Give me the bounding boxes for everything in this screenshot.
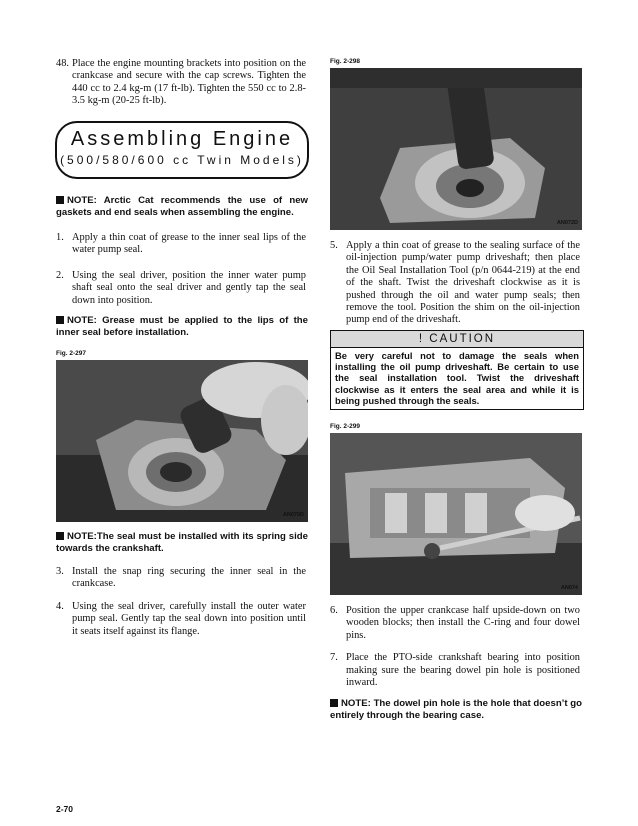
engine-seal-driver-image <box>56 360 308 522</box>
step-3 <box>56 566 306 591</box>
step-number: 7. <box>330 652 338 664</box>
step-2 <box>56 270 306 307</box>
fig-2-299-label: Fig. 2-299 <box>330 423 360 430</box>
note-bullet-icon <box>330 699 338 707</box>
step-number: 3. <box>56 566 64 577</box>
right-column-step-5 <box>330 240 580 327</box>
note-bullet-icon <box>56 196 64 204</box>
step-text: Apply a thin coat of grease to the sealing surface of the oil-injection pump/water pump driveshaft; then place the Oil Seal Installation Tool (p/n 0644-219) at the end of the shaft. Twist the driveshaft clockwise as it is pushed through the oil and water pump seals; then remove the tool. Position the shim on the oil-injection pump end of the driveshaft. <box>346 240 580 326</box>
step-text: Install the snap ring securing the inner seal in the crankcase. <box>72 566 306 590</box>
caution-header: ! CAUTION <box>331 331 583 348</box>
note-bullet-icon <box>56 316 64 324</box>
left-column <box>56 58 306 108</box>
step-number: 2. <box>56 269 64 281</box>
step-text: Using the seal driver, position the inner water pump shaft seal onto the seal driver and gently tap the seal down into position. <box>72 269 306 306</box>
driveshaft-seal-tool-image <box>330 68 582 230</box>
fig-2-297-photo <box>56 360 308 522</box>
fig-2-298-code: AN072D <box>556 220 578 226</box>
crankcase-bearing-image <box>330 433 582 595</box>
step-number: 4. <box>56 600 64 612</box>
note-bullet-icon <box>56 532 64 540</box>
fig-2-298-label: Fig. 2-298 <box>330 58 360 65</box>
step-text: Position the upper crankcase half upside-down on two wooden blocks; then install the C-ring and four dowel pins. <box>346 605 580 641</box>
step-number: 1. <box>56 232 64 243</box>
left-column-steps-1-2 <box>56 232 306 307</box>
fig-2-299-photo <box>330 433 582 595</box>
step-text: Place the engine mounting brackets into position on the crankcase and secure with the cap screws. Tighten the 440 cc to 2.4 kg-m (17 ft-lb). Tighten the 550 cc to 2.8-3.5 kg-m (20-25 ft-lb). <box>72 58 306 107</box>
caution-text: Be very careful not to damage the seals when installing the oil pump driveshaft. Be certain to use the seal installation tool. Twist the driveshaft clockwise as it enters the seal area and while it is being pushed through the seals. <box>335 350 579 406</box>
step-number: 6. <box>330 605 338 616</box>
section-subtitle: (500/580/600 cc Twin Models) <box>60 153 304 167</box>
step-number: 5. <box>330 240 338 251</box>
right-column-steps-6-7 <box>330 605 580 689</box>
note-spring-side: NOTE:The seal must be installed with its spring side towards the crankshaft. <box>56 531 308 554</box>
step-text: Apply a thin coat of grease to the inner seal lips of the water pump seal. <box>72 232 306 256</box>
fig-2-297-label: Fig. 2-297 <box>56 350 86 357</box>
page-number: 2-70 <box>56 804 74 814</box>
step-5 <box>330 240 580 327</box>
step-1 <box>56 232 306 257</box>
step-text: Using the seal driver, carefully install the outer water pump seal. Gently tap the seal down into position until it seats itself against its flange. <box>72 600 306 637</box>
step-4 <box>56 601 306 638</box>
section-heading-box <box>55 121 309 179</box>
caution-box <box>330 330 584 410</box>
note-dowel-pin-wrap <box>330 698 582 722</box>
left-column-notes <box>56 195 308 219</box>
step-text: Place the PTO-side crankshaft bearing into position making sure the bearing dowel pin hole is positioned inward. <box>346 652 580 689</box>
step-6 <box>330 605 580 642</box>
step-7 <box>330 652 580 689</box>
note-grease-wrap <box>56 315 308 339</box>
fig-2-298-photo <box>330 68 582 230</box>
note-dowel-pin: NOTE: The dowel pin hole is the hole that doesn’t go entirely through the bearing case. <box>330 698 582 721</box>
fig-2-297-code: AN070D <box>282 512 304 518</box>
step-number: 48. <box>56 58 69 69</box>
fig-2-299-code: AN074 <box>560 585 578 591</box>
left-column-steps-3-4 <box>56 566 306 638</box>
note-spring-side-wrap <box>56 531 308 555</box>
step-48 <box>56 58 306 108</box>
section-title: Assembling Engine <box>70 128 294 150</box>
note-grease: NOTE: Grease must be applied to the lips of the inner seal before installation. <box>56 315 308 338</box>
note-new-gaskets: NOTE: Arctic Cat recommends the use of new gaskets and end seals when assembling the engine. <box>56 195 308 218</box>
